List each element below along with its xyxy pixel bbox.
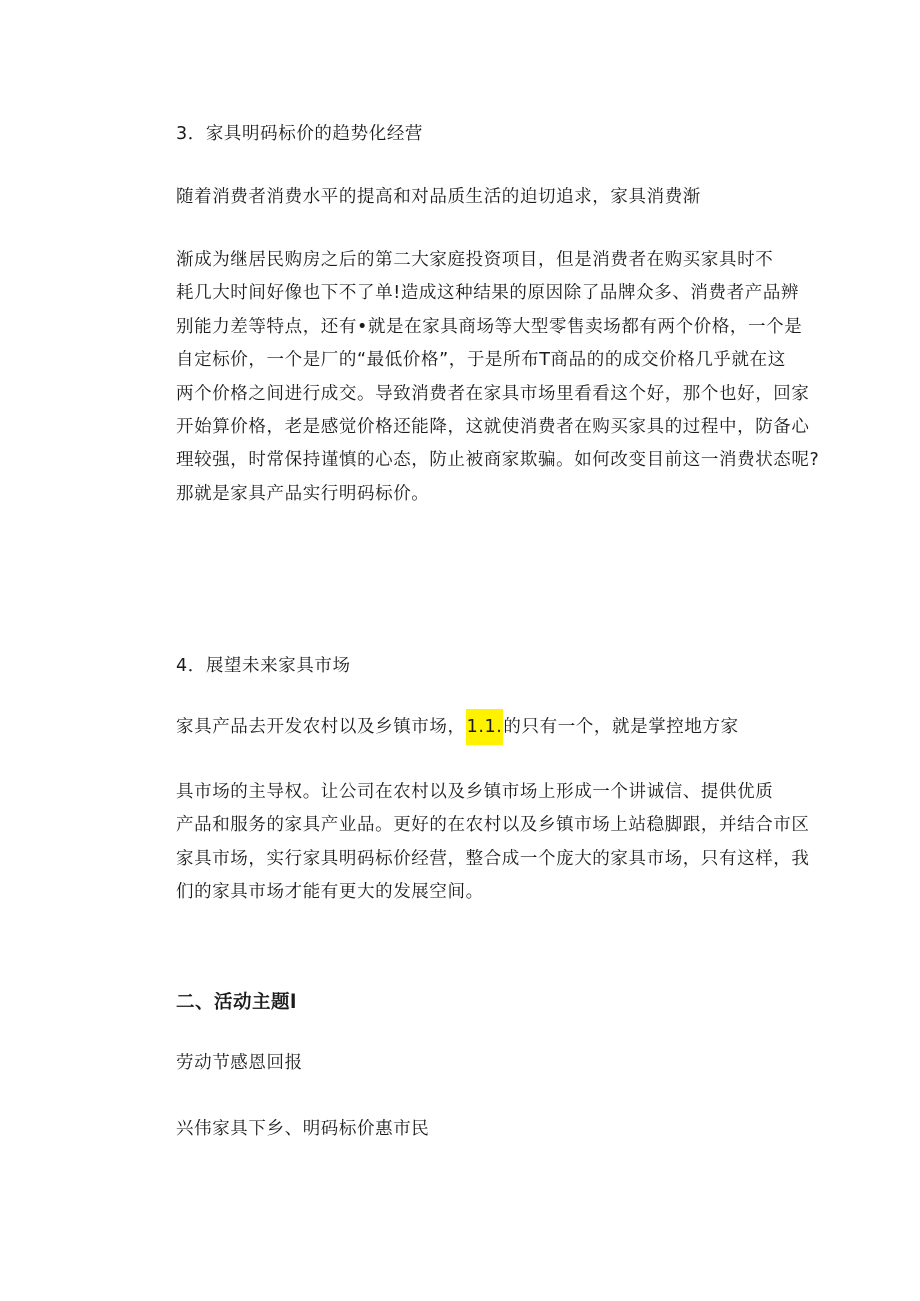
paragraph-line: 那就是家具产品实行明码标价。 — [176, 483, 430, 504]
paragraph-line: 们的家具市场才能有更大的发展空间。 — [176, 882, 484, 903]
part-2-heading: 二、活动主题l — [176, 992, 297, 1013]
paragraph-line: 产品和服务的家具产业品。更好的在农村以及乡镇市场上站稳脚跟，并结合市区 — [176, 815, 810, 836]
paragraph-line: 渐成为继居民购房之后的第二大家庭投资项目，但是消费者在购买家具时不 — [176, 250, 774, 270]
highlighted-text: 1.1. — [466, 709, 504, 745]
paragraph-line: 开始算价格，老是感觉价格还能降，这就使消费者在购买家具的过程中，防备心 — [176, 416, 810, 437]
paragraph-line: 具市场的主导权。让公司在农村以及乡镇市场上形成一个讲诚信、提供优质 — [176, 782, 774, 802]
paragraph-line: 两个价格之间进行成交。导致消费者在家具市场里看看这个好，那个也好，回家 — [176, 383, 810, 404]
intro-text-after: 的只有一个，就是掌控地方家 — [503, 717, 739, 737]
section-4-intro — [176, 713, 739, 741]
intro-text-before: 家具产品去开发农村以及乡镇市场， — [176, 717, 466, 737]
paragraph-line: 理较强，时常保持谨慎的心态，防止被商家欺骗。如何改变目前这一消费状态呢? — [176, 450, 820, 471]
paragraph-line: 自定标价，一个是厂的“最低价格”，于是所布T商品的的成交价格几乎就在这 — [176, 350, 786, 371]
section-3-paragraph — [176, 244, 820, 511]
section-3-heading: 3．家具明码标价的趋势化经营 — [176, 124, 424, 144]
theme-line-1: 劳动节感恩回报 — [176, 1053, 303, 1073]
section-4-heading: 4．展望未来家具市场 — [176, 656, 351, 676]
paragraph-line: 耗几大时间好像也下不了单!造成这种结果的原因除了品牌众多、消费者产品辨 — [176, 283, 800, 304]
section-3-intro: 随着消费者消费水平的提高和对品质生活的迫切追求，家具消费渐 — [176, 187, 701, 207]
section-4-paragraph — [176, 776, 810, 910]
paragraph-line: 别能力差等特点，还有•就是在家具商场等大型零售卖场都有两个价格，一个是 — [176, 316, 803, 337]
theme-line-2: 兴伟家具下乡、明码标价惠市民 — [176, 1119, 430, 1139]
paragraph-line: 家具市场，实行家具明码标价经营，整合成一个庞大的家具市场，只有这样，我 — [176, 848, 810, 869]
